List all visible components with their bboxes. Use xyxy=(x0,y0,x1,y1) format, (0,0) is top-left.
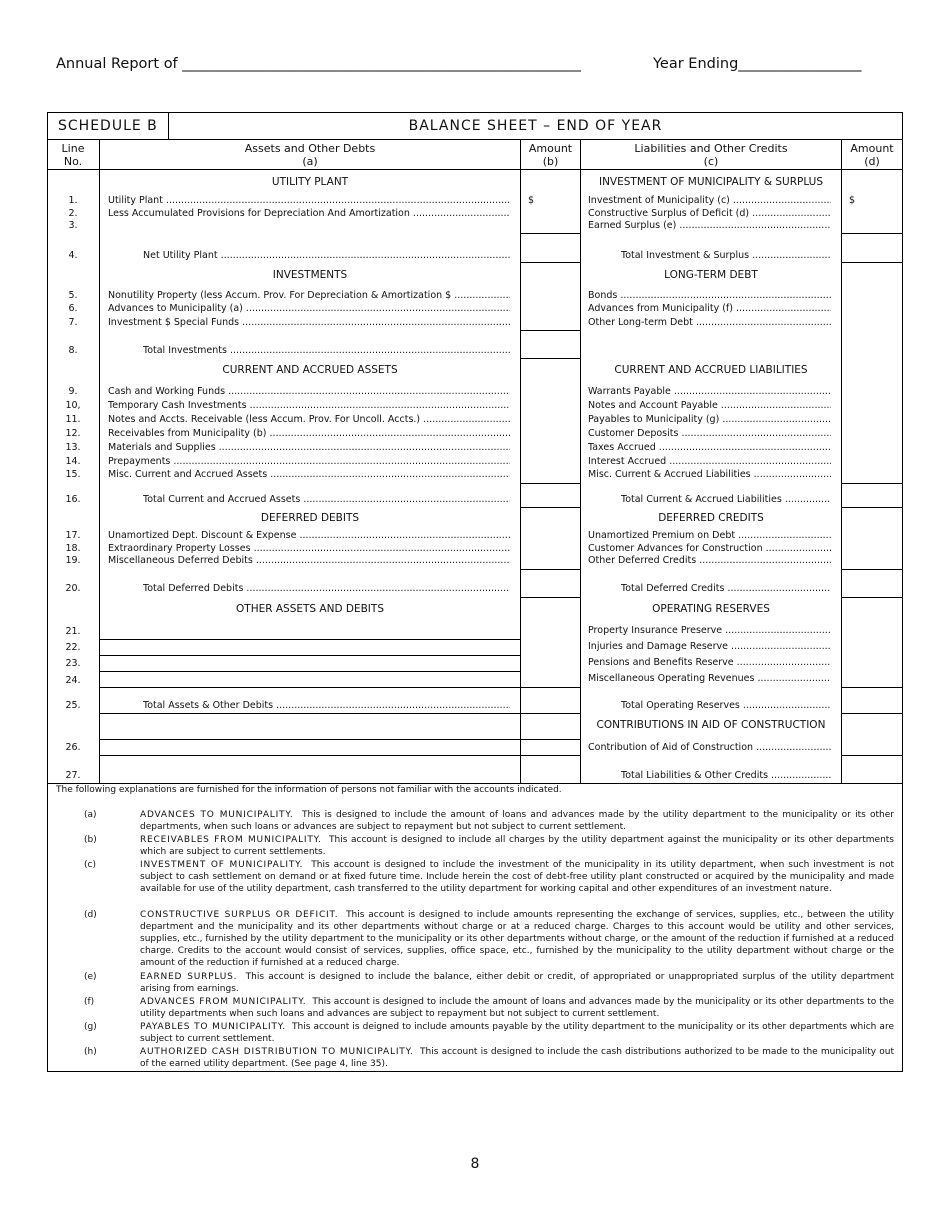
dollar-sign-b: $ xyxy=(528,195,535,206)
asset-cash-working-funds: Cash and Working Funds ..... xyxy=(108,386,510,398)
section-utility-plant: UTILITY PLANT xyxy=(271,176,349,188)
line-number: 16. xyxy=(65,494,81,505)
line-number: 15. xyxy=(65,469,81,480)
liab-earned-surplus: Earned Surplus (e) ..... xyxy=(588,220,831,232)
liab-notes-payable: Notes and Account Payable ..... xyxy=(588,400,831,412)
col-amount-b: Amount (b) xyxy=(528,142,573,168)
liab-property-insurance: Property Insurance Preserve ..... xyxy=(588,625,831,637)
explanation-a: ADVANCES TO MUNICIPALITY. This is designed to include the amount of loans and advances made by the utility department to the municipality or its other departments, when such loans or advances are subject to repayment but not subject to current settlement. xyxy=(140,810,894,832)
liab-contribution-construction: Contribution of Aid of Construction ..... xyxy=(588,742,831,754)
line-number: 22. xyxy=(65,642,81,653)
liab-other-long-term: Other Long-term Debt ..... xyxy=(588,317,831,329)
year-ending-field[interactable]: _________________ xyxy=(738,56,862,72)
line-number: 13. xyxy=(65,442,81,453)
explanation-key: (g) xyxy=(84,1022,97,1032)
liab-customer-advances: Customer Advances for Construction ..... xyxy=(588,543,831,555)
explanation-key: (d) xyxy=(84,910,97,920)
year-ending-label: Year Ending_________________ xyxy=(653,56,862,72)
asset-materials-supplies: Materials and Supplies ..... xyxy=(108,442,510,454)
liab-pensions-benefits: Pensions and Benefits Reserve ..... xyxy=(588,657,831,669)
explanation-g: PAYABLES TO MUNICIPALITY. This account is deigned to include amounts payable by the utility department to the municipality or its other departments which are subject to current settlement. xyxy=(140,1022,894,1044)
asset-special-funds: Investment $ Special Funds ..... xyxy=(108,317,510,329)
line-number: 26. xyxy=(65,742,81,753)
liab-total-liabilities: Total Liabilities & Other Credits ..... xyxy=(621,770,831,782)
liab-constructive-surplus: Constructive Surplus of Deficit (d) ..... xyxy=(588,208,831,220)
col-line-no: Line No. xyxy=(61,142,85,168)
asset-temporary-cash: Temporary Cash Investments ..... xyxy=(108,400,510,412)
schedule-label: SCHEDULE B xyxy=(58,118,158,134)
asset-misc-current: Misc. Current and Accrued Assets ..... xyxy=(108,469,510,481)
liab-unamortized-premium: Unamortized Premium on Debt ..... xyxy=(588,530,831,542)
section-long-term-debt: LONG-TERM DEBT xyxy=(664,269,758,281)
section-other-assets: OTHER ASSETS AND DEBITS xyxy=(236,603,384,615)
col-assets: Assets and Other Debts (a) xyxy=(244,142,376,168)
asset-total-current: Total Current and Accrued Assets ..... xyxy=(143,494,510,506)
annual-report-field[interactable]: _______________________________________________________ xyxy=(182,56,582,72)
explanation-b: RECEIVABLES FROM MUNICIPALITY. This account is designed to include all charges by the utility department against the municipality or its other departments which are subject to current settlements. xyxy=(140,835,894,857)
asset-advances-to-municipality: Advances to Municipality (a) ..... xyxy=(108,303,510,315)
schedule-title: BALANCE SHEET – END OF YEAR xyxy=(408,118,663,134)
section-investment-surplus: INVESTMENT OF MUNICIPALITY & SURPLUS xyxy=(598,176,824,188)
explanation-key: (e) xyxy=(84,972,97,982)
asset-total-investments: Total Investments ..... xyxy=(143,345,510,357)
liab-investment-municipality: Investment of Municipality (c) ..... xyxy=(588,195,831,207)
dollar-sign-d: $ xyxy=(849,195,856,206)
explanation-key: (f) xyxy=(84,997,95,1007)
asset-prepayments: Prepayments ..... xyxy=(108,456,510,468)
liab-bonds: Bonds ..... xyxy=(588,290,831,302)
line-number: 2. xyxy=(68,208,78,219)
liab-misc-current: Misc. Current & Accrued Liabilities ..... xyxy=(588,469,831,481)
explanation-c: INVESTMENT OF MUNICIPALITY. This account is designed to include the investment of the municipality in its utility department, when such investment is not subject to cash settlement on demand or at fixed future time. Include herein the cost of debt-free utility plant constructed or acquired by the municipality and made available for use of the utility department, cash transferred to the utility department for working capital and other expenditures of an investment nature. xyxy=(140,860,894,894)
liab-taxes-accrued: Taxes Accrued ..... xyxy=(588,442,831,454)
asset-misc-deferred: Miscellaneous Deferred Debits ..... xyxy=(108,555,510,567)
liab-total-operating-reserves: Total Operating Reserves ..... xyxy=(621,700,831,712)
page-number: 8 xyxy=(470,1156,480,1172)
line-number: 9. xyxy=(68,386,78,397)
liab-advances-from-municipality: Advances from Municipality (f) ..... xyxy=(588,303,831,315)
line-number: 23. xyxy=(65,658,81,669)
section-current-liabilities: CURRENT AND ACCRUED LIABILITIES xyxy=(614,364,808,376)
asset-receivables-municipality: Receivables from Municipality (b) ..... xyxy=(108,428,510,440)
liab-total-investment: Total Investment & Surplus ..... xyxy=(621,250,831,262)
explanation-d: CONSTRUCTIVE SURPLUS OR DEFICIT. This account is designed to include amounts representing the exchange of services, supplies, etc., between the utility department and the municipality and its other departments without charge or at a reduced charge. Charges to this account would be utility and other services, supplies, etc., furnished by the utility department to the municipality or its other departments without charge, or the amount of the reduction if furnished at a reduced charge. Credits to the account would consist of services, supplies, office space, etc., furnished by the municipality to the utility department without charge or the amount of the reduction if furnished at a reduced charge. xyxy=(140,910,894,968)
line-number: 6. xyxy=(68,303,78,314)
liab-total-current: Total Current & Accrued Liabilities ..... xyxy=(621,494,831,506)
asset-unamortized-discount: Unamortized Dept. Discount & Expense ..... xyxy=(108,530,510,542)
asset-utility-plant: Utility Plant ..... xyxy=(108,195,510,207)
line-number: 18. xyxy=(65,543,81,554)
explanation-h: AUTHORIZED CASH DISTRIBUTION TO MUNICIPALITY. This account is designed to include the cash distributions authorized to be made to the municipality out of the earned utility department. (See page 4, line 35). xyxy=(140,1047,894,1069)
explanation-key: (a) xyxy=(84,810,97,820)
asset-net-utility-plant: Net Utility Plant ..... xyxy=(143,250,510,262)
line-number: 11. xyxy=(65,414,81,425)
section-deferred-debits: DEFERRED DEBITS xyxy=(260,512,360,524)
asset-less-depreciation: Less Accumulated Provisions for Depreciation And Amortization ..... xyxy=(108,208,510,220)
annual-report-label: Annual Report of _______________________________________________________ xyxy=(56,56,582,72)
line-number: 7. xyxy=(68,317,78,328)
line-number: 14. xyxy=(65,456,81,467)
explanation-key: (b) xyxy=(84,835,97,845)
line-number: 12. xyxy=(65,428,81,439)
liab-total-deferred: Total Deferred Credits ..... xyxy=(621,583,831,595)
explanations-intro: The following explanations are furnished for the information of persons not familiar with the accounts indicated. xyxy=(56,785,562,795)
section-operating-reserves: OPERATING RESERVES xyxy=(652,603,770,615)
line-number: 24. xyxy=(65,675,81,686)
liab-customer-deposits: Customer Deposits ..... xyxy=(588,428,831,440)
col-amount-d: Amount (d) xyxy=(850,142,894,168)
asset-nonutility-property: Nonutility Property (less Accum. Prov. For Depreciation & Amortization $ ..... xyxy=(108,290,510,302)
line-number: 3. xyxy=(68,220,78,231)
explanation-key: (h) xyxy=(84,1047,97,1057)
line-number: 25. xyxy=(65,700,81,711)
liab-warrants-payable: Warrants Payable ..... xyxy=(588,386,831,398)
line-number: 4. xyxy=(68,250,78,261)
section-current-assets: CURRENT AND ACCRUED ASSETS xyxy=(222,364,398,376)
explanation-e: EARNED SURPLUS. This account is designed to include the balance, either debit or credit, of appropriated or unappropriated surplus of the utility department arising from earnings. xyxy=(140,972,894,994)
asset-extraordinary-losses: Extraordinary Property Losses ..... xyxy=(108,543,510,555)
line-number: 19. xyxy=(65,555,81,566)
liab-misc-operating: Miscellaneous Operating Revenues ..... xyxy=(588,673,831,685)
line-number: 8. xyxy=(68,345,78,356)
liab-other-deferred: Other Deferred Credits ..... xyxy=(588,555,831,567)
asset-notes-receivable: Notes and Accts. Receivable (less Accum. Prov. For Uncoll. Accts.) ..... xyxy=(108,414,510,426)
line-number: 17. xyxy=(65,530,81,541)
col-liabilities: Liabilities and Other Credits (c) xyxy=(634,142,788,168)
asset-total-assets: Total Assets & Other Debits ..... xyxy=(143,700,510,712)
asset-total-deferred: Total Deferred Debits ..... xyxy=(143,583,510,595)
explanation-f: ADVANCES FROM MUNICIPALITY. This account is designed to include the amount of loans and advances made by the municipality or its other departments to the utility departments when such loans and advances are subject to repayment but not subject to current settlement. xyxy=(140,997,894,1019)
section-investments: INVESTMENTS xyxy=(272,269,348,281)
line-number: 10, xyxy=(65,400,81,411)
liab-interest-accrued: Interest Accrued ..... xyxy=(588,456,831,468)
line-number: 20. xyxy=(65,583,81,594)
line-number: 21. xyxy=(65,626,81,637)
section-deferred-credits: DEFERRED CREDITS xyxy=(658,512,764,524)
line-number: 1. xyxy=(68,195,78,206)
liab-injuries-damage: Injuries and Damage Reserve ..... xyxy=(588,641,831,653)
liab-payables-municipality: Payables to Municipality (g) ..... xyxy=(588,414,831,426)
line-number: 5. xyxy=(68,290,78,301)
section-contributions: CONTRIBUTIONS IN AID OF CONSTRUCTION xyxy=(596,719,826,731)
explanation-key: (c) xyxy=(84,860,96,870)
line-number: 27. xyxy=(65,770,81,781)
